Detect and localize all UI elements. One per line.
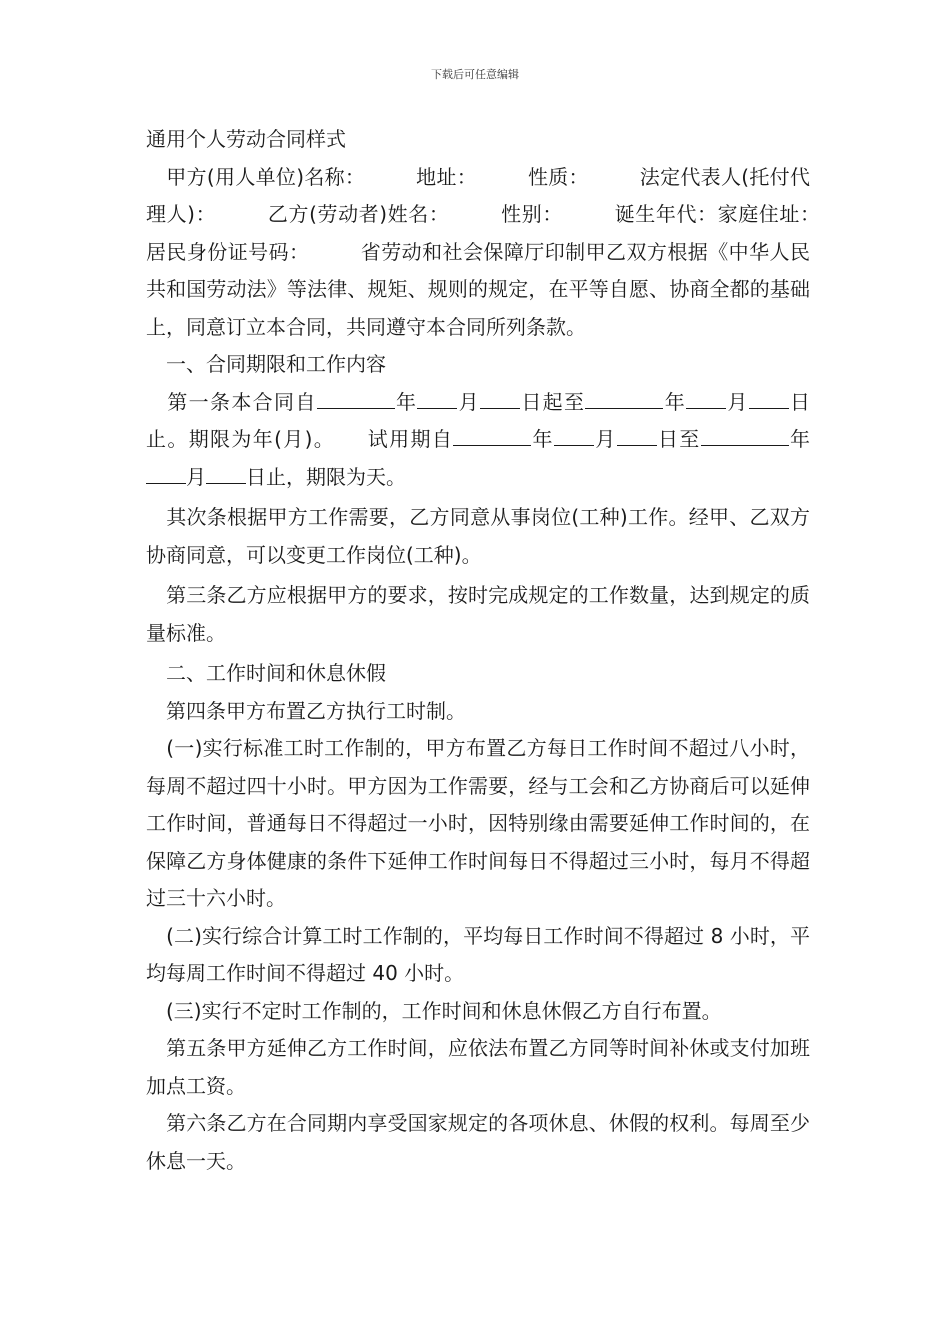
blank-field[interactable] [686,390,726,409]
article-2: 其次条根据甲方工作需要，乙方同意从事岗位(工种)工作。经甲、乙双方协商同意，可以变更工作岗位(工种)。 [146,505,810,567]
document-title: 通用个人劳动合同样式 [146,127,346,151]
month-label: 月 [593,427,617,451]
article-5: 第五条甲方延伸乙方工作时间，应依法布置乙方同等时间补休或支付加班加点工资。 [146,1036,810,1098]
blank-field[interactable] [317,390,395,409]
article-4: 第四条甲方布置乙方执行工时制。 [146,698,466,723]
year-label: 年 [663,389,687,414]
month-label: 月 [186,464,206,489]
item-3: (三)实行不定时工作制的，工作时间和休息休假乙方自行布置。 [146,998,722,1023]
day-to-label: 日至 [656,427,701,451]
blank-field[interactable] [554,427,594,446]
blank-field[interactable] [417,390,457,409]
article-6: 第六条乙方在合同期内享受国家规定的各项休息、休假的权利。每周至少休息一天。 [146,1111,810,1173]
blank-field[interactable] [480,390,520,409]
day-from-label: 日起至 [520,389,586,414]
blank-field[interactable] [701,427,789,446]
section-heading-2: 二、工作时间和休息休假 [146,661,386,685]
year-label: 年 [394,389,418,414]
blank-field[interactable] [585,390,663,409]
article-1-intro: 第一条本合同自 [146,389,317,414]
page-header-note: 下载后可任意编辑 [431,68,519,81]
article-3: 第三条乙方应根据甲方的要求，按时完成规定的工作数量，达到规定的质量标准。 [146,583,810,645]
article-1 [146,384,810,497]
blank-field[interactable] [146,465,186,484]
blank-field[interactable] [749,390,789,409]
section-heading-1: 一、合同期限和工作内容 [146,352,386,376]
month-label: 月 [726,389,749,414]
blank-field[interactable] [617,427,657,446]
year-label: 年 [788,427,811,451]
item-1: (一)实行标准工时工作制的，甲方布置乙方每日工作时间不超过八小时，每周不超过四十小时。甲方因为工作需要，经与工会和乙方协商后可以延伸工作时间，普通每日不得超过一小时，因特别缘由需要延伸工作时间的，在保障乙方身体健康的条件下延伸工作时间每日不得超过三小时，每月不得超过三十六小时。 [146,736,810,910]
blank-field[interactable] [206,465,246,484]
document-body [146,121,870,1180]
day-end-label: 日止。期限为年(月)。 试用期自 [146,389,811,451]
year-label: 年 [531,427,554,451]
month-label: 月 [457,389,481,414]
blank-field[interactable] [453,427,531,446]
item-2: (二)实行综合计算工时工作制的，平均每日工作时间不得超过 8 小时，平均每周工作时间不得超过 40 小时。 [146,923,810,985]
article-1-tail: 日止，期限为天。 [246,464,406,489]
parties-paragraph: 甲方(用人单位)名称： 地址： 性质： 法定代表人(托付代理人)： 乙方(劳动者)姓名： 性别： 诞生年代：家庭住址： 居民身份证号码： 省劳动和社会保障厅印制甲乙双方根据《中华人民共和国劳动法》等法律、规矩、规则的规定，在平等自愿、协商全都的基础上，同意订立本合同，共同遵守本合同所列条款。 [146,164,870,339]
